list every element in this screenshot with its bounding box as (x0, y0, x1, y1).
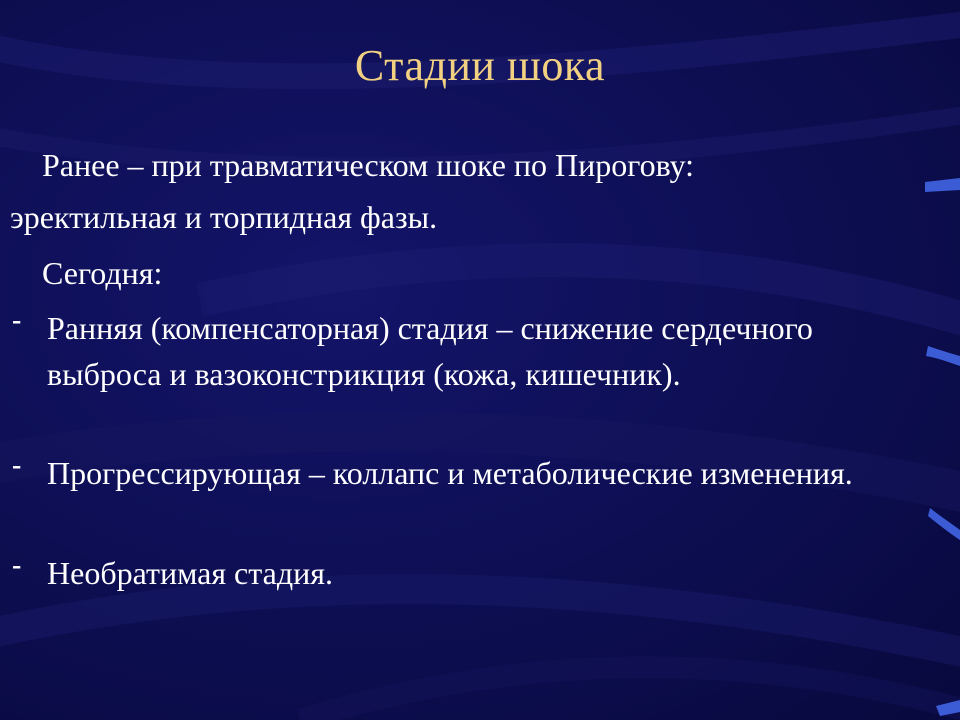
intro-line-phases: эректильная и торпидная фазы. (10, 199, 438, 235)
bullet-marker: - (12, 450, 22, 481)
accent-stripe (925, 178, 960, 192)
background-swoosh (300, 667, 960, 720)
background-swoosh (0, 589, 960, 660)
bullet-text: Необратимая стадия. (47, 555, 333, 591)
intro-line-earlier: Ранее – при травматическом шоке по Пирогову: (42, 147, 695, 183)
bullet-text: Ранняя (компенсаторная) стадия – снижение сердечного выброса и вазоконстрикция (кожа, кишечник). (47, 310, 813, 392)
slide-title: Стадии шока (354, 41, 606, 90)
accent-stripe (928, 508, 960, 540)
intro-line-today: Сегодня: (42, 255, 163, 291)
accent-stripe (926, 346, 960, 366)
bullet-marker: - (12, 550, 22, 581)
bullet-text: Прогрессирующая – коллапс и метаболические изменения. (47, 455, 853, 491)
bullet-marker: - (12, 305, 22, 336)
